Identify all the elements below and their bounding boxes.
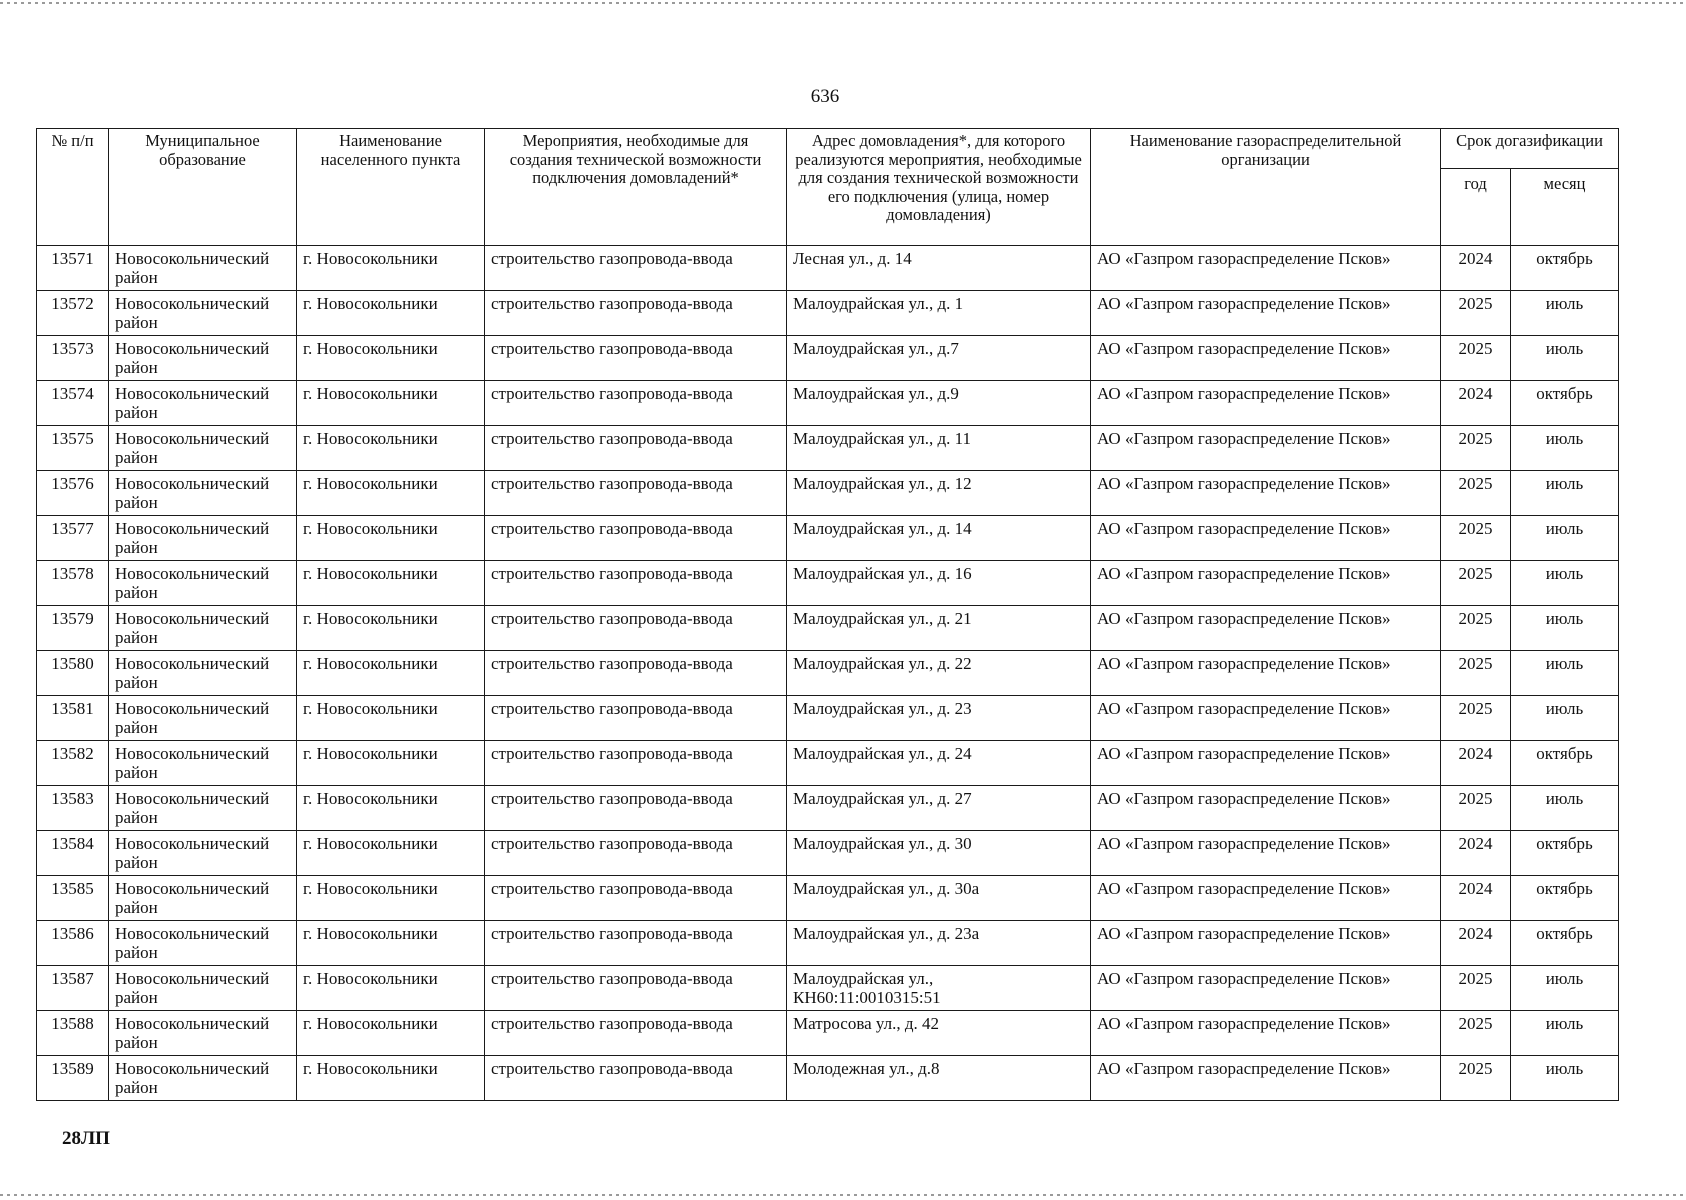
address-cell: Малоудрайская ул., д. 21 [787,606,1091,651]
header-organization: Наименование газораспределительной организации [1091,129,1441,246]
address-cell: Малоудрайская ул., д. 30а [787,876,1091,921]
table-row [37,561,1619,606]
year-cell: 2025 [1441,336,1511,381]
organization-cell: АО «Газпром газораспределение Псков» [1091,561,1441,606]
measure-cell: строительство газопровода-ввода [485,291,787,336]
municipality-cell: Новосокольнический район [109,921,297,966]
header-month: месяц [1511,169,1619,246]
year-cell: 2024 [1441,381,1511,426]
month-cell: октябрь [1511,246,1619,291]
month-cell: октябрь [1511,831,1619,876]
settlement-cell: г. Новосокольники [297,471,485,516]
settlement-cell: г. Новосокольники [297,606,485,651]
year-cell: 2025 [1441,471,1511,516]
table-row [37,1056,1619,1101]
header-settlement: Наименование населенного пункта [297,129,485,246]
measure-cell: строительство газопровода-ввода [485,516,787,561]
month-cell: октябрь [1511,921,1619,966]
year-cell: 2025 [1441,696,1511,741]
row-number: 13575 [37,426,109,471]
settlement-cell: г. Новосокольники [297,426,485,471]
year-cell: 2025 [1441,1056,1511,1101]
address-cell: Малоудрайская ул., д. 24 [787,741,1091,786]
footer-code: 28ЛП [62,1128,110,1149]
address-cell: Малоудрайская ул., д. 14 [787,516,1091,561]
address-cell: Малоудрайская ул., д. 27 [787,786,1091,831]
table-row [37,696,1619,741]
organization-cell: АО «Газпром газораспределение Псков» [1091,831,1441,876]
municipality-cell: Новосокольнический район [109,1011,297,1056]
municipality-cell: Новосокольнический район [109,696,297,741]
measure-cell: строительство газопровода-ввода [485,876,787,921]
table-row [37,246,1619,291]
address-cell: Малоудрайская ул., д. 12 [787,471,1091,516]
settlement-cell: г. Новосокольники [297,651,485,696]
organization-cell: АО «Газпром газораспределение Псков» [1091,966,1441,1011]
month-cell: июль [1511,336,1619,381]
measure-cell: строительство газопровода-ввода [485,561,787,606]
month-cell: октябрь [1511,381,1619,426]
header-num: № п/п [37,129,109,246]
row-number: 13583 [37,786,109,831]
settlement-cell: г. Новосокольники [297,381,485,426]
measure-cell: строительство газопровода-ввода [485,426,787,471]
month-cell: июль [1511,471,1619,516]
month-cell: июль [1511,1011,1619,1056]
table-row [37,381,1619,426]
year-cell: 2025 [1441,426,1511,471]
month-cell: июль [1511,426,1619,471]
month-cell: июль [1511,696,1619,741]
measure-cell: строительство газопровода-ввода [485,696,787,741]
municipality-cell: Новосокольнический район [109,876,297,921]
row-number: 13578 [37,561,109,606]
header-deadline: Срок догазификации [1441,129,1619,169]
organization-cell: АО «Газпром газораспределение Псков» [1091,651,1441,696]
row-number: 13584 [37,831,109,876]
table-row [37,606,1619,651]
year-cell: 2024 [1441,831,1511,876]
settlement-cell: г. Новосокольники [297,561,485,606]
row-number: 13580 [37,651,109,696]
municipality-cell: Новосокольнический район [109,471,297,516]
measure-cell: строительство газопровода-ввода [485,786,787,831]
gasification-table [36,128,1619,1101]
address-cell: Малоудрайская ул., д. 22 [787,651,1091,696]
municipality-cell: Новосокольнический район [109,786,297,831]
month-cell: июль [1511,966,1619,1011]
municipality-cell: Новосокольнический район [109,966,297,1011]
month-cell: октябрь [1511,876,1619,921]
municipality-cell: Новосокольнический район [109,516,297,561]
organization-cell: АО «Газпром газораспределение Псков» [1091,786,1441,831]
row-number: 13587 [37,966,109,1011]
measure-cell: строительство газопровода-ввода [485,831,787,876]
settlement-cell: г. Новосокольники [297,291,485,336]
row-number: 13582 [37,741,109,786]
address-cell: Малоудрайская ул., КН60:11:0010315:51 [787,966,1091,1011]
measure-cell: строительство газопровода-ввода [485,471,787,516]
organization-cell: АО «Газпром газораспределение Псков» [1091,426,1441,471]
table-row [37,921,1619,966]
row-number: 13573 [37,336,109,381]
municipality-cell: Новосокольнический район [109,246,297,291]
row-number: 13581 [37,696,109,741]
address-cell: Малоудрайская ул., д. 23 [787,696,1091,741]
table-row [37,1011,1619,1056]
organization-cell: АО «Газпром газораспределение Псков» [1091,471,1441,516]
organization-cell: АО «Газпром газораспределение Псков» [1091,381,1441,426]
organization-cell: АО «Газпром газораспределение Псков» [1091,291,1441,336]
year-cell: 2025 [1441,291,1511,336]
scan-edge-top [0,2,1686,4]
year-cell: 2025 [1441,1011,1511,1056]
organization-cell: АО «Газпром газораспределение Псков» [1091,741,1441,786]
month-cell: июль [1511,291,1619,336]
municipality-cell: Новосокольнический район [109,606,297,651]
address-cell: Матросова ул., д. 42 [787,1011,1091,1056]
settlement-cell: г. Новосокольники [297,516,485,561]
settlement-cell: г. Новосокольники [297,831,485,876]
table-row [37,876,1619,921]
year-cell: 2024 [1441,741,1511,786]
organization-cell: АО «Газпром газораспределение Псков» [1091,516,1441,561]
table-row [37,471,1619,516]
year-cell: 2024 [1441,246,1511,291]
measure-cell: строительство газопровода-ввода [485,651,787,696]
table-row [37,741,1619,786]
municipality-cell: Новосокольнический район [109,831,297,876]
row-number: 13572 [37,291,109,336]
organization-cell: АО «Газпром газораспределение Псков» [1091,696,1441,741]
settlement-cell: г. Новосокольники [297,786,485,831]
scan-edge-bottom [0,1194,1686,1196]
address-cell: Малоудрайская ул., д. 11 [787,426,1091,471]
table-body [37,246,1619,1101]
table-row [37,426,1619,471]
table-row [37,336,1619,381]
year-cell: 2025 [1441,651,1511,696]
settlement-cell: г. Новосокольники [297,696,485,741]
month-cell: июль [1511,786,1619,831]
month-cell: июль [1511,561,1619,606]
organization-cell: АО «Газпром газораспределение Псков» [1091,1056,1441,1101]
table-row [37,966,1619,1011]
measure-cell: строительство газопровода-ввода [485,1011,787,1056]
address-cell: Малоудрайская ул., д.7 [787,336,1091,381]
row-number: 13577 [37,516,109,561]
settlement-cell: г. Новосокольники [297,741,485,786]
address-cell: Малоудрайская ул., д. 16 [787,561,1091,606]
month-cell: июль [1511,1056,1619,1101]
year-cell: 2025 [1441,786,1511,831]
municipality-cell: Новосокольнический район [109,741,297,786]
header-year: год [1441,169,1511,246]
settlement-cell: г. Новосокольники [297,336,485,381]
row-number: 13571 [37,246,109,291]
organization-cell: АО «Газпром газораспределение Псков» [1091,876,1441,921]
row-number: 13588 [37,1011,109,1056]
row-number: 13579 [37,606,109,651]
table-row [37,786,1619,831]
year-cell: 2025 [1441,606,1511,651]
organization-cell: АО «Газпром газораспределение Псков» [1091,921,1441,966]
address-cell: Малоудрайская ул., д. 1 [787,291,1091,336]
year-cell: 2025 [1441,516,1511,561]
measure-cell: строительство газопровода-ввода [485,336,787,381]
settlement-cell: г. Новосокольники [297,966,485,1011]
month-cell: июль [1511,651,1619,696]
address-cell: Малоудрайская ул., д.9 [787,381,1091,426]
settlement-cell: г. Новосокольники [297,1011,485,1056]
organization-cell: АО «Газпром газораспределение Псков» [1091,246,1441,291]
measure-cell: строительство газопровода-ввода [485,381,787,426]
row-number: 13574 [37,381,109,426]
table-row [37,831,1619,876]
month-cell: июль [1511,606,1619,651]
measure-cell: строительство газопровода-ввода [485,741,787,786]
address-cell: Молодежная ул., д.8 [787,1056,1091,1101]
year-cell: 2025 [1441,561,1511,606]
header-address: Адрес домовладения*, для которого реализуются мероприятия, необходимые для создания технической возможности его подключения (улица, номер домовладения) [787,129,1091,246]
year-cell: 2025 [1441,966,1511,1011]
municipality-cell: Новосокольнический район [109,336,297,381]
settlement-cell: г. Новосокольники [297,1056,485,1101]
settlement-cell: г. Новосокольники [297,876,485,921]
settlement-cell: г. Новосокольники [297,921,485,966]
table-row [37,291,1619,336]
row-number: 13576 [37,471,109,516]
municipality-cell: Новосокольнический район [109,381,297,426]
month-cell: октябрь [1511,741,1619,786]
address-cell: Малоудрайская ул., д. 23а [787,921,1091,966]
municipality-cell: Новосокольнический район [109,1056,297,1101]
header-measures: Мероприятия, необходимые для создания технической возможности подключения домовладений* [485,129,787,246]
month-cell: июль [1511,516,1619,561]
measure-cell: строительство газопровода-ввода [485,966,787,1011]
table-row [37,651,1619,696]
address-cell: Лесная ул., д. 14 [787,246,1091,291]
year-cell: 2024 [1441,876,1511,921]
settlement-cell: г. Новосокольники [297,246,485,291]
measure-cell: строительство газопровода-ввода [485,606,787,651]
measure-cell: строительство газопровода-ввода [485,1056,787,1101]
address-cell: Малоудрайская ул., д. 30 [787,831,1091,876]
organization-cell: АО «Газпром газораспределение Псков» [1091,606,1441,651]
measure-cell: строительство газопровода-ввода [485,921,787,966]
row-number: 13589 [37,1056,109,1101]
municipality-cell: Новосокольнический район [109,651,297,696]
row-number: 13586 [37,921,109,966]
row-number: 13585 [37,876,109,921]
header-municipality: Муниципальное образование [109,129,297,246]
municipality-cell: Новосокольнический район [109,561,297,606]
municipality-cell: Новосокольнический район [109,291,297,336]
organization-cell: АО «Газпром газораспределение Псков» [1091,336,1441,381]
organization-cell: АО «Газпром газораспределение Псков» [1091,1011,1441,1056]
table-row [37,516,1619,561]
table-header [37,129,1619,246]
year-cell: 2024 [1441,921,1511,966]
municipality-cell: Новосокольнический район [109,426,297,471]
measure-cell: строительство газопровода-ввода [485,246,787,291]
page-number: 636 [810,86,840,107]
